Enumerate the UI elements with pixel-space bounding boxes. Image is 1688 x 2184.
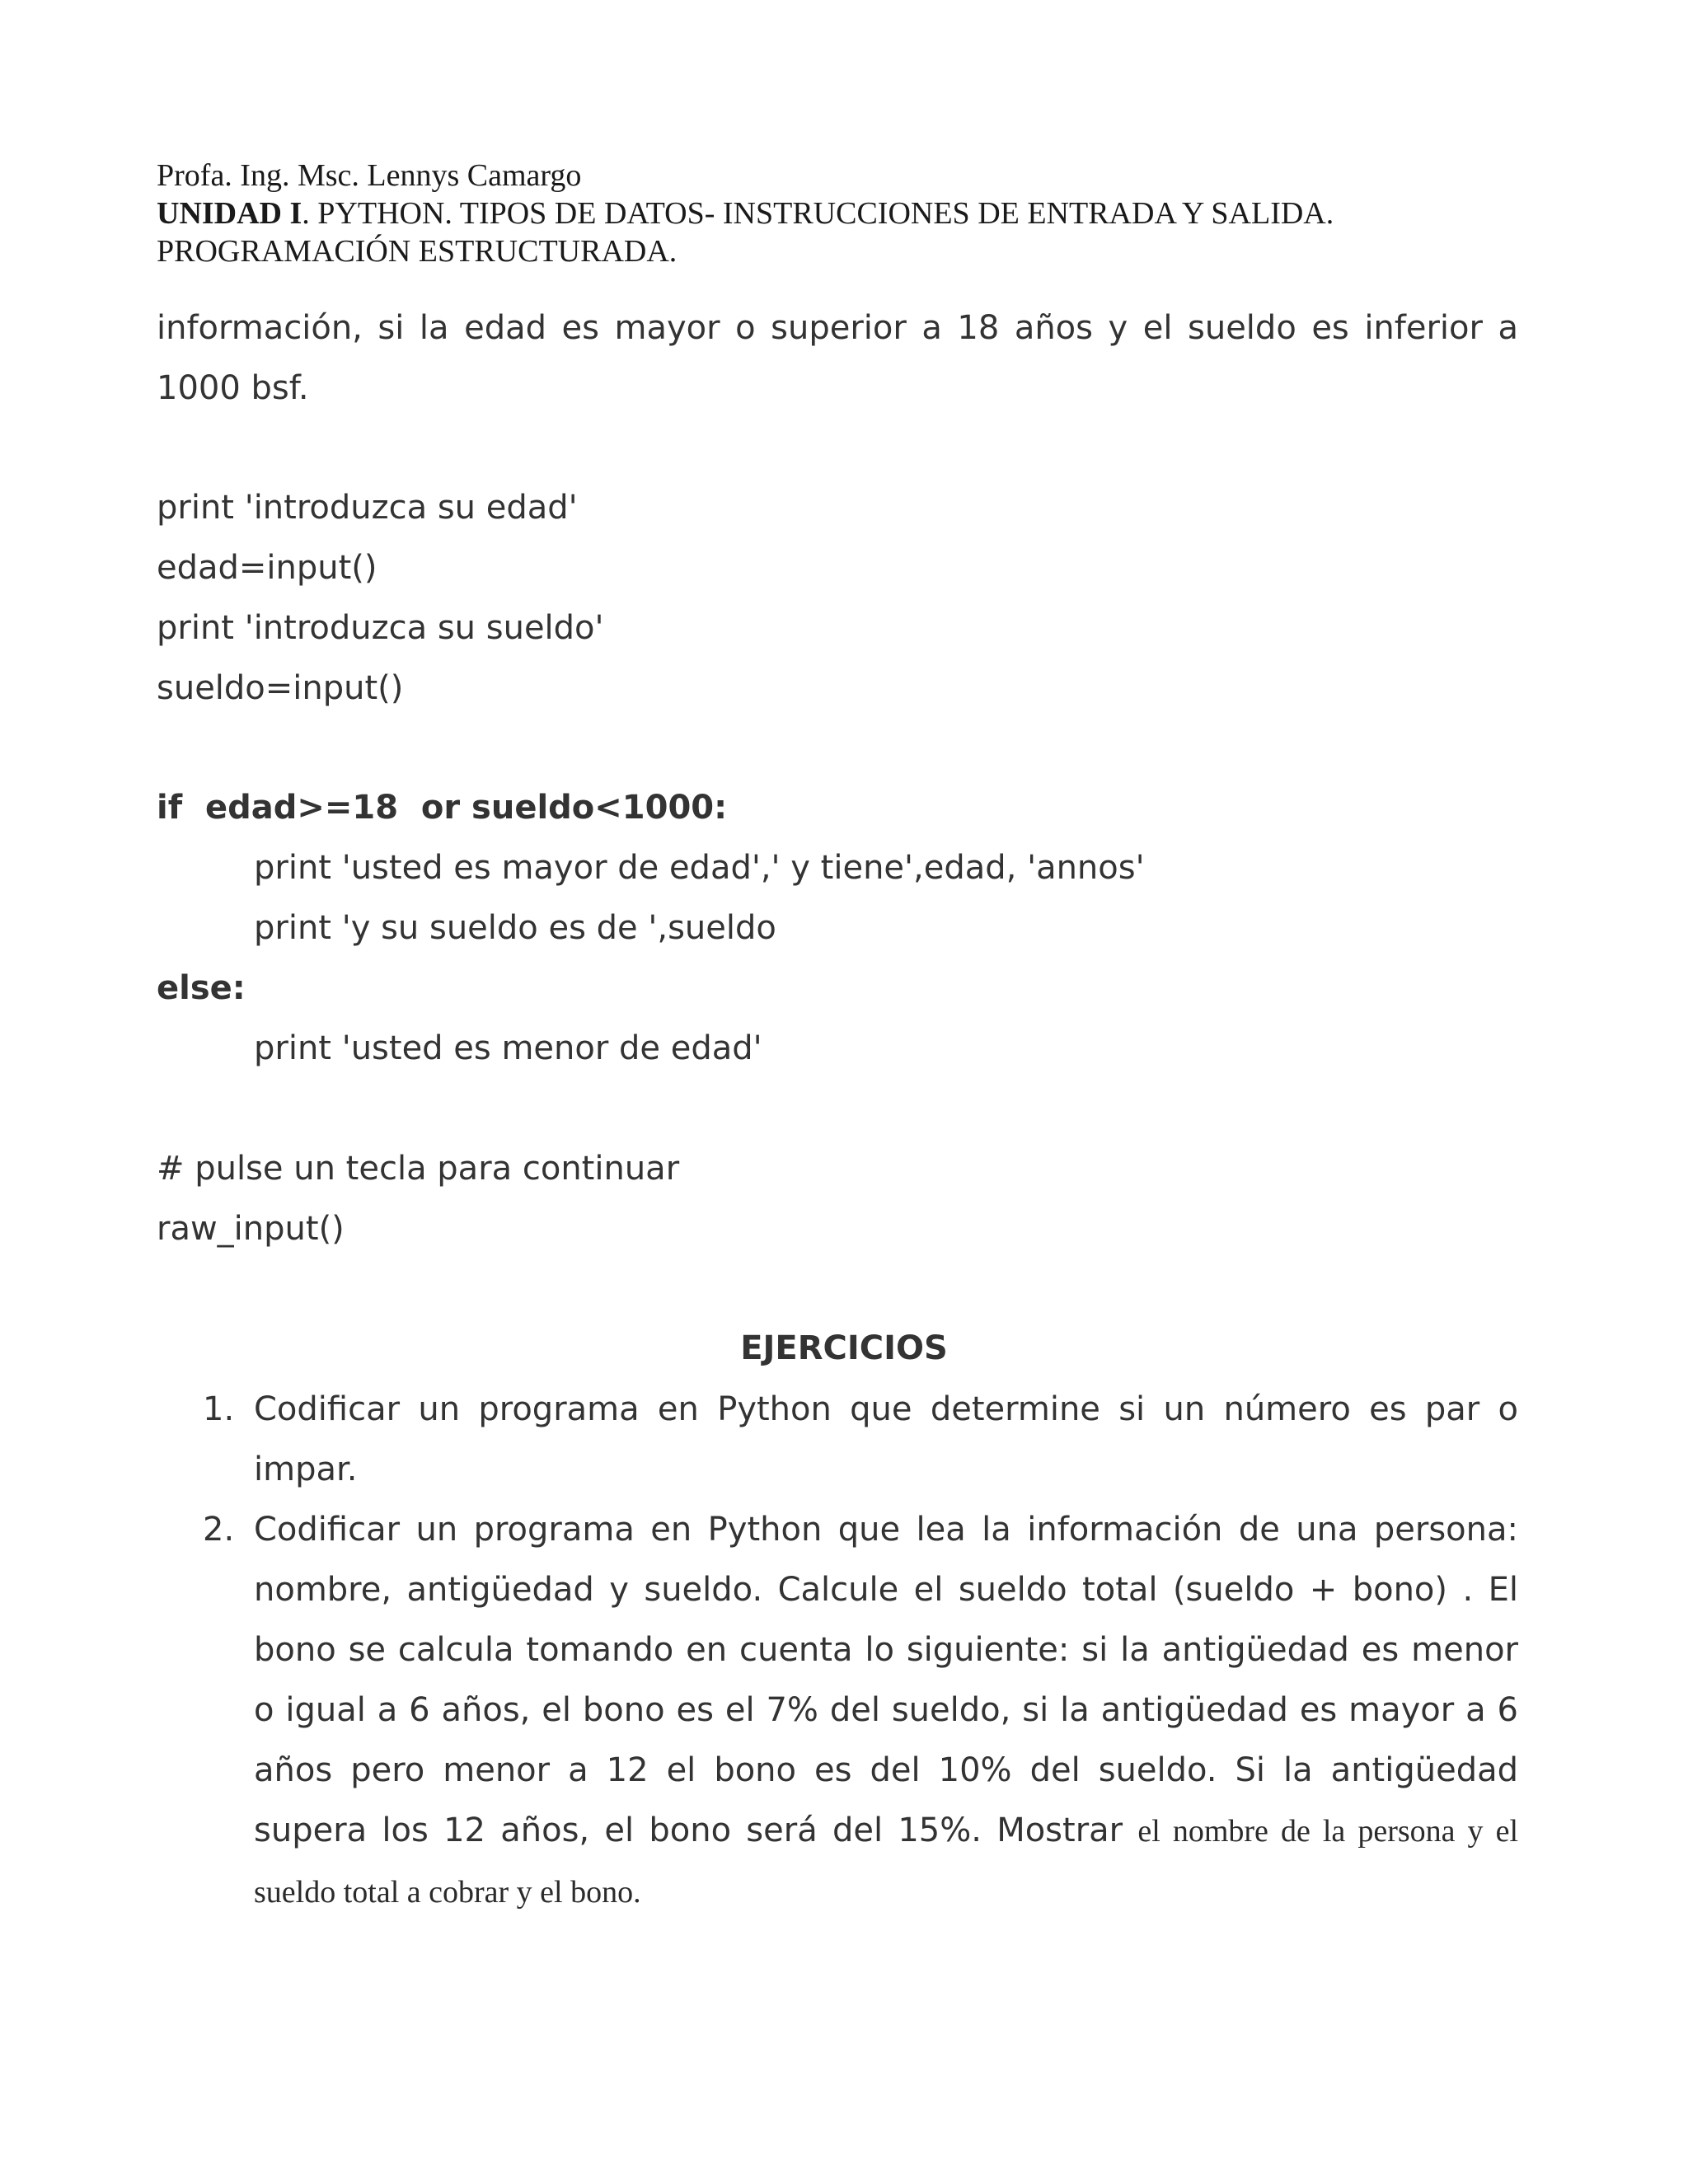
list-item-text-tail: el nombre de la persona y el sueldo total a cobrar y el bono. xyxy=(254,1814,1518,1910)
code-line-11: raw_input() xyxy=(157,1210,345,1248)
code-line-1: print 'introduzca su edad' xyxy=(157,489,578,527)
page-header xyxy=(157,157,1558,270)
list-item-text: Codificar un programa en Python que determine si un número es par o impar. xyxy=(254,1390,1518,1488)
unit-label: UNIDAD I xyxy=(157,196,302,231)
code-line-9: print 'usted es menor de edad' xyxy=(254,1029,762,1067)
list-item-number: 1. xyxy=(203,1390,235,1428)
exercises-list xyxy=(157,1380,1518,1923)
list-item xyxy=(157,1500,1518,1923)
unit-subtitle-line: PROGRAMACIÓN ESTRUCTURADA. xyxy=(157,234,678,269)
unit-title-text: . PYTHON. TIPOS DE DATOS- INSTRUCCIONES DE ENTRADA Y SALIDA. xyxy=(302,196,1334,231)
code-line-6: print 'usted es mayor de edad',' y tiene',edad, 'annos' xyxy=(254,849,1145,887)
author-line: Profa. Ing. Msc. Lennys Camargo xyxy=(157,158,582,193)
code-comment-line: # pulse un tecla para continuar xyxy=(157,1150,680,1188)
code-line-7: print 'y su sueldo es de ',sueldo xyxy=(254,909,776,947)
code-line-2: edad=input() xyxy=(157,549,377,587)
list-item xyxy=(157,1380,1518,1500)
unit-title-line xyxy=(157,194,1558,232)
exercises-title: EJERCICIOS xyxy=(740,1329,948,1367)
list-item-text-container xyxy=(254,1500,1518,1923)
code-line-3: print 'introduzca su sueldo' xyxy=(157,609,604,647)
list-item-text: Codificar un programa en Python que lea la información de una persona: nombre, antigüedad y sueldo. Calcule el sueldo total (sueldo + bono) . El bono se calcula tomando en cuenta lo siguiente: si la antigüedad es menor o igual a 6 años, el bono es el 7% del sueldo, si la antigüedad es mayor a 6 años pero menor a 12 el bono es del 10% del sueldo. Si la antigüedad supera los 12 años, el bono será del 15%. Mostrar xyxy=(254,1511,1518,1849)
intro-paragraph: información, si la edad es mayor o superior a 18 años y el sueldo es inferior a 1000 bsf. xyxy=(157,309,1518,407)
code-if-line: if edad>=18 or sueldo<1000: xyxy=(157,789,728,827)
code-line-4: sueldo=input() xyxy=(157,669,404,707)
list-item-number: 2. xyxy=(203,1511,235,1549)
code-else-line: else: xyxy=(157,969,246,1007)
